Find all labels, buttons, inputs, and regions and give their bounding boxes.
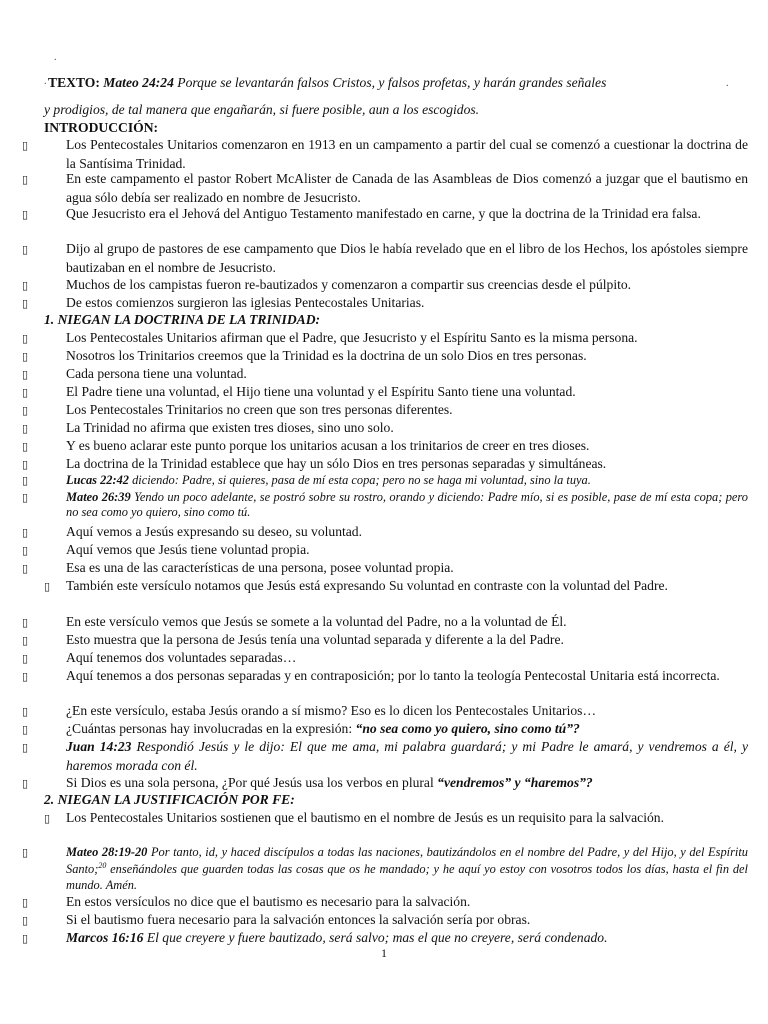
bullet-icon: ▯ (22, 492, 29, 504)
list-item (22, 667, 748, 686)
texto-text-1: Porque se levantarán falsos Cristos, y falsos profetas, y harán grandes señales (173, 75, 607, 90)
verse-ref: Marcos 16:16 (66, 930, 144, 945)
stray-dot: . (726, 78, 729, 89)
list-item-text: Los Pentecostales Unitarios comenzaron en 1913 en un campamento a partir del cual se comenzó a cuestionar la doctrina de la Santísima Trinidad. (66, 137, 748, 171)
verse-ref: Juan 14:23 (66, 739, 132, 754)
verse-text: Por tanto, id, y haced discípulos a todas las naciones, bautizándolos en el nombre del Padre, y del Hijo, y del Espíritu Santo; (66, 845, 748, 876)
list-item-text: Esto muestra que la persona de Jesús tenía una voluntad separada y diferente a la del Padre. (66, 632, 564, 647)
verse-number: 20 (98, 860, 107, 870)
bullet-icon: ▯ (22, 724, 29, 736)
verse-text: enseñándoles que guarden todas las cosas que os he mandado; y he aquí yo estoy con vosotros todos los días, hasta el fin del mundo. Amén. (66, 862, 748, 892)
list-item-text: También este versículo notamos que Jesús está expresando Su voluntad en contraste con la voluntad del Padre. (66, 578, 668, 593)
bullet-icon: ▯ (22, 459, 29, 471)
list-item-text: Cada persona tiene una voluntad. (66, 366, 247, 381)
list-item-text: Los Pentecostales Unitarios sostienen que el bautismo en el nombre de Jesús es un requisito para la salvación. (66, 810, 664, 825)
list-item-text: En este campamento el pastor Robert McAlister de Canada de las Asambleas de Dios comenzó a juzgar que el bautismo en agua sólo debía ser realizado en nombre de Jesucristo. (66, 171, 748, 205)
verse-text: Yendo un poco adelante, se postró sobre su rostro, orando y diciendo: Padre mío, si es posible, pase de mí esta copa; pero no sea como yo quiero, sino como tú. (66, 490, 748, 519)
texto-line-2: y prodigios, de tal manera que engañarán, si fuere posible, aun a los escogidos. (44, 102, 480, 117)
list-item-text: El Padre tiene una voluntad, el Hijo tiene una voluntad y el Espíritu Santo tiene una voluntad. (66, 384, 576, 399)
page-number: 1 (381, 946, 387, 960)
bullet-icon: ▯ (44, 581, 51, 593)
list-item (22, 649, 748, 668)
list-item-text: La doctrina de la Trinidad establece que hay un sólo Dios en tres personas separadas y simultáneas. (66, 456, 607, 471)
verse-ref: Lucas 22:42 (66, 473, 129, 487)
bullet-icon: ▯ (22, 475, 29, 487)
list-item-text: Aquí tenemos dos voluntades separadas… (66, 650, 297, 665)
list-item-text: Esa es una de las características de una persona, posee voluntad propia. (66, 560, 454, 575)
list-item-text: ¿Cuántas personas hay involucradas en la expresión: (66, 721, 356, 736)
list-item (22, 631, 748, 650)
bullet-icon: ▯ (22, 897, 29, 909)
texto-label: TEXTO: (48, 75, 100, 90)
list-item (22, 523, 748, 542)
bullet-icon: ▯ (22, 298, 29, 310)
bullet-icon: ▯ (22, 387, 29, 399)
list-item-text: Muchos de los campistas fueron re-bautizados y comenzaron a compartir sus creencias desde el púlpito. (66, 277, 632, 292)
list-item-text: De estos comienzos surgieron las iglesias Pentecostales Unitarias. (66, 295, 425, 310)
bullet-icon: ▯ (22, 617, 29, 629)
list-item-text: Nosotros los Trinitarios creemos que la Trinidad es la doctrina de un solo Dios en tres personas. (66, 348, 587, 363)
bullet-icon: ▯ (22, 369, 29, 381)
list-item (22, 702, 748, 721)
list-item-text: ¿En este versículo, estaba Jesús orando a sí mismo? Eso es lo dicen los Pentecostales Unitarios… (66, 703, 597, 718)
bullet-icon: ▯ (22, 933, 29, 945)
bullet-icon: ▯ (22, 351, 29, 363)
list-item (22, 911, 748, 930)
bullet-icon: ▯ (22, 847, 29, 859)
list-item (22, 383, 748, 402)
verse-juan (22, 738, 748, 774)
list-item-text: Si Dios es una sola persona, ¿Por qué Jesús usa los verbos en plural (66, 775, 438, 790)
list-item-text: Si el bautismo fuera necesario para la salvación entonces la salvación sería por obras. (66, 912, 531, 927)
bullet-icon: ▯ (22, 545, 29, 557)
bullet-icon: ▯ (22, 635, 29, 647)
section-1-heading: 1. NIEGAN LA DOCTRINA DE LA TRINIDAD: (44, 312, 321, 327)
list-item-text: En estos versículos no dice que el bautismo es necesario para la salvación. (66, 894, 471, 909)
list-item-text: En este versículo vemos que Jesús se somete a la voluntad del Padre, no a la voluntad de Él. (66, 614, 567, 629)
bullet-icon: ▯ (22, 527, 29, 539)
list-item-text: Los Pentecostales Trinitarios no creen que son tres personas diferentes. (66, 402, 453, 417)
stray-dot: . (44, 76, 47, 87)
list-item (22, 720, 748, 739)
list-item (22, 541, 748, 560)
quote-text: “no sea como yo quiero, sino como tú”? (355, 721, 580, 736)
stray-dot: . (54, 52, 57, 63)
list-item-text: Y es bueno aclarar este punto porque los unitarios acusan a los trinitarios de creer en tres dioses. (66, 438, 590, 453)
list-item (22, 613, 748, 632)
bullet-icon: ▯ (22, 244, 29, 256)
bullet-icon: ▯ (22, 140, 29, 152)
list-item (22, 329, 748, 348)
list-item (22, 347, 748, 366)
verse-text: diciendo: Padre, si quieres, pasa de mí esta copa; pero no se haga mi voluntad, sino la tuya. (128, 473, 591, 487)
bullet-icon: ▯ (22, 174, 29, 186)
list-item (22, 276, 748, 295)
list-item (22, 455, 748, 474)
bullet-icon: ▯ (22, 209, 29, 221)
list-item (22, 240, 748, 276)
bullet-icon: ▯ (44, 813, 51, 825)
list-item-text: Los Pentecostales Unitarios afirman que el Padre, que Jesucristo y el Espíritu Santo es la misma persona. (66, 330, 638, 345)
intro-heading: INTRODUCCIÓN: (44, 120, 159, 135)
bullet-icon: ▯ (22, 706, 29, 718)
section-2-heading: 2. NIEGAN LA JUSTIFICACIÓN POR FE: (44, 792, 295, 807)
bullet-icon: ▯ (22, 915, 29, 927)
bullet-icon: ▯ (22, 280, 29, 292)
list-item (22, 401, 748, 420)
verse-mateo (22, 490, 748, 519)
verse-mateo-28 (22, 844, 748, 893)
list-item (44, 809, 726, 828)
bullet-icon: ▯ (22, 742, 29, 754)
texto-line-1 (48, 74, 730, 91)
list-item (22, 419, 748, 438)
verse-text: Respondió Jesús y le dijo: El que me ama, mi palabra guardará; y mi Padre le amará, y vendremos a él, y haremos morada con él. (66, 739, 748, 773)
list-item (22, 365, 748, 384)
verse-lucas (22, 473, 748, 488)
verse-ref: Mateo 28:19-20 (66, 845, 148, 859)
bullet-icon: ▯ (22, 441, 29, 453)
quote-text: “vendremos” y “haremos”? (437, 775, 593, 790)
bullet-icon: ▯ (22, 423, 29, 435)
list-item-text: Dijo al grupo de pastores de ese campamento que Dios le había revelado que en el libro de los Hechos, los apóstoles siempre bautizaban en el nombre de Jesucristo. (66, 241, 748, 275)
list-item (22, 170, 748, 206)
list-item (22, 893, 748, 912)
list-item (22, 136, 748, 172)
bullet-icon: ▯ (22, 778, 29, 790)
bullet-icon: ▯ (22, 333, 29, 345)
texto-ref: Mateo 24:24 (103, 75, 174, 90)
list-item (22, 205, 748, 224)
list-item (22, 559, 748, 578)
list-item-text: La Trinidad no afirma que existen tres dioses, sino uno solo. (66, 420, 394, 435)
list-item-text: Aquí vemos a Jesús expresando su deseo, su voluntad. (66, 524, 362, 539)
bullet-icon: ▯ (22, 405, 29, 417)
list-item (22, 437, 748, 456)
bullet-icon: ▯ (22, 563, 29, 575)
list-item-text: Aquí tenemos a dos personas separadas y en contraposición; por lo tanto la teología Pentecostal Unitaria está incorrecta. (66, 668, 720, 683)
verse-ref: Mateo 26:39 (66, 490, 131, 504)
bullet-icon: ▯ (22, 671, 29, 683)
list-item-text: Aquí vemos que Jesús tiene voluntad propia. (66, 542, 310, 557)
list-item (44, 577, 726, 596)
list-item-text: Que Jesucristo era el Jehová del Antiguo Testamento manifestado en carne, y que la doctrina de la Trinidad era falsa. (66, 206, 701, 221)
bullet-icon: ▯ (22, 653, 29, 665)
verse-text: El que creyere y fuere bautizado, será salvo; mas el que no creyere, será condenado. (143, 930, 608, 945)
